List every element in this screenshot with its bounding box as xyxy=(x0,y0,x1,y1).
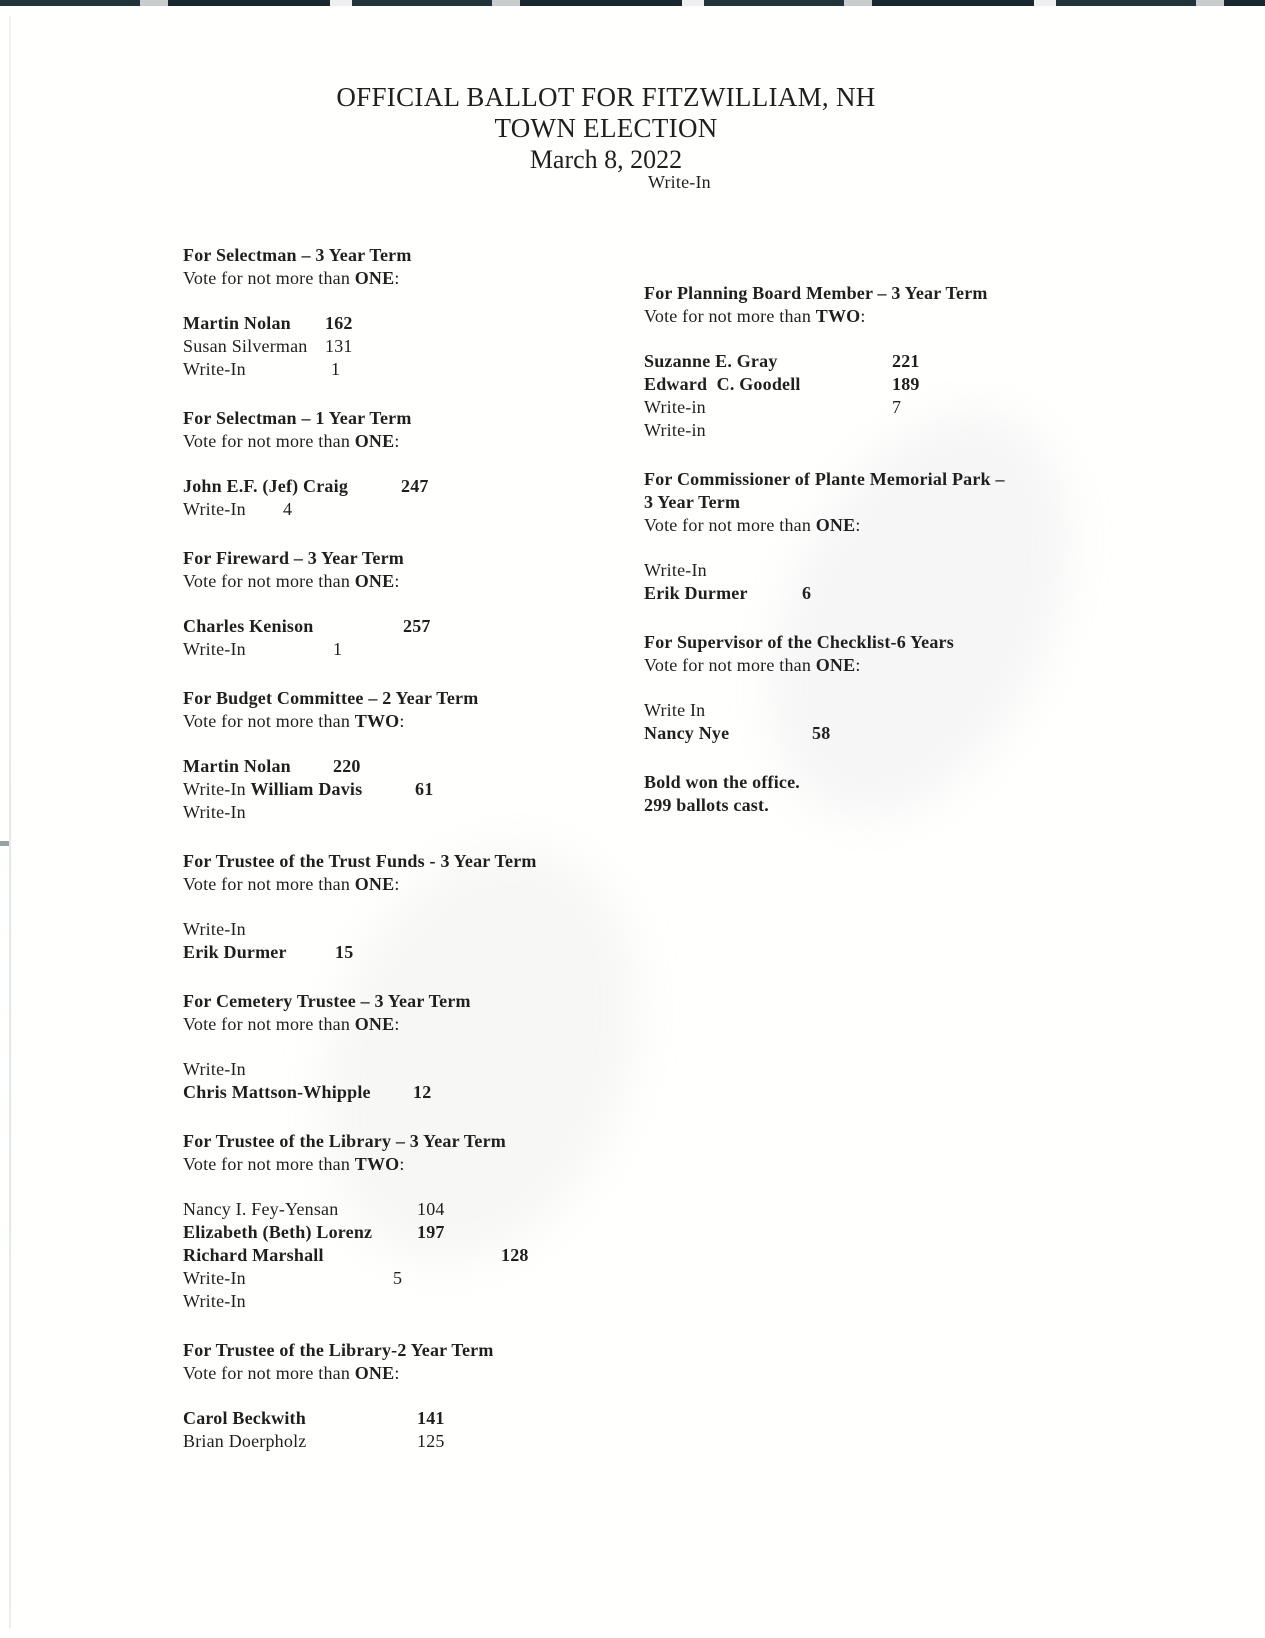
candidate-list xyxy=(183,1407,655,1453)
contest-library-trustee-3yr xyxy=(183,1130,655,1313)
candidate-name: Write-In xyxy=(183,919,246,939)
contest-library-trustee-2yr xyxy=(183,1339,655,1453)
vote-count: 7 xyxy=(892,397,902,417)
instruction-text: Vote for not more than xyxy=(183,431,355,451)
note-ballots-cast: 299 ballots cast. xyxy=(644,795,769,815)
vote-count: 15 xyxy=(335,942,354,962)
contest-checklist-supervisor-6yr xyxy=(644,631,1114,745)
vote-instruction xyxy=(183,1153,655,1176)
candidate-name-bold: William Davis xyxy=(250,779,363,799)
candidate-row xyxy=(183,1244,655,1267)
candidate-list xyxy=(183,312,655,381)
candidate-name: Nancy I. Fey-Yensan xyxy=(183,1199,339,1219)
vote-instruction xyxy=(183,570,655,593)
candidate-list xyxy=(183,918,655,964)
candidate-row xyxy=(183,1058,655,1081)
document-subtitle: TOWN ELECTION xyxy=(494,113,718,143)
instruction-text: Vote for not more than xyxy=(183,1014,355,1034)
right-column xyxy=(644,282,1114,817)
candidate-row xyxy=(183,1198,655,1221)
candidate-row xyxy=(183,778,655,801)
instruction-colon: : xyxy=(394,571,400,591)
vote-instruction xyxy=(183,1362,655,1385)
candidate-row xyxy=(183,475,655,498)
instruction-colon: : xyxy=(394,1363,400,1383)
instruction-limit: TWO xyxy=(815,306,861,326)
candidate-row xyxy=(183,358,655,381)
candidate-name: Erik Durmer xyxy=(183,942,287,962)
vote-instruction xyxy=(183,267,655,290)
vote-count: 1 xyxy=(333,639,343,659)
left-column xyxy=(183,244,655,1479)
note-bold-winner: Bold won the office. xyxy=(644,772,800,792)
document-header xyxy=(0,82,1212,175)
candidate-row xyxy=(183,1290,655,1313)
candidate-list xyxy=(644,350,1114,442)
instruction-text: Vote for not more than xyxy=(183,711,355,731)
write-in-column-label: Write-In xyxy=(648,172,711,192)
candidate-name: Brian Doerpholz xyxy=(183,1431,307,1451)
vote-count: 1 xyxy=(331,359,341,379)
instruction-limit: ONE xyxy=(354,874,395,894)
candidate-name: Martin Nolan xyxy=(183,756,291,776)
candidate-name: Elizabeth (Beth) Lorenz xyxy=(183,1222,373,1242)
vote-count: 221 xyxy=(892,351,920,371)
candidate-list xyxy=(183,1198,655,1313)
election-date: March 8, 2022 xyxy=(529,145,683,174)
candidate-row xyxy=(183,498,655,521)
candidate-name: Susan Silverman xyxy=(183,336,308,356)
instruction-text: Vote for not more than xyxy=(644,655,816,675)
instruction-limit: ONE xyxy=(815,655,856,675)
vote-count: 189 xyxy=(892,374,920,394)
instruction-text: Vote for not more than xyxy=(183,874,355,894)
contest-title: For Cemetery Trustee – 3 Year Term xyxy=(183,991,471,1011)
vote-instruction xyxy=(644,514,1114,537)
vote-count: 257 xyxy=(403,616,431,636)
instruction-text: Vote for not more than xyxy=(183,1154,355,1174)
candidate-name: Write-In xyxy=(183,639,246,659)
contest-budget-committee-2yr xyxy=(183,687,655,824)
candidate-name: John E.F. (Jef) Craig xyxy=(183,476,349,496)
candidate-name: Richard Marshall xyxy=(183,1245,324,1265)
candidate-name: Write-In xyxy=(183,1291,246,1311)
candidate-list xyxy=(183,755,655,824)
candidate-name: Erik Durmer xyxy=(644,583,748,603)
instruction-text: Vote for not more than xyxy=(644,306,816,326)
vote-instruction xyxy=(644,305,1114,328)
candidate-list xyxy=(644,559,1114,605)
candidate-list xyxy=(183,475,655,521)
candidate-list xyxy=(183,615,655,661)
instruction-limit: ONE xyxy=(354,571,395,591)
candidate-row xyxy=(644,722,1114,745)
instruction-colon: : xyxy=(855,655,861,675)
contest-planning-board-3yr xyxy=(644,282,1114,442)
instruction-colon: : xyxy=(394,1014,400,1034)
instruction-text: Vote for not more than xyxy=(183,571,355,591)
contest-title: For Fireward – 3 Year Term xyxy=(183,548,404,568)
write-in-prefix: Write-In xyxy=(183,779,251,799)
vote-count: 125 xyxy=(417,1431,445,1451)
contest-title: For Supervisor of the Checklist-6 Years xyxy=(644,632,954,652)
instruction-limit: ONE xyxy=(354,1014,395,1034)
document-title: OFFICIAL BALLOT FOR FITZWILLIAM, NH xyxy=(336,82,876,112)
candidate-name: Carol Beckwith xyxy=(183,1408,306,1428)
candidate-name xyxy=(183,778,415,801)
candidate-list xyxy=(183,1058,655,1104)
candidate-row xyxy=(183,638,655,661)
vote-count: 12 xyxy=(413,1082,432,1102)
candidate-row xyxy=(183,918,655,941)
vote-instruction xyxy=(183,430,655,453)
vote-count: 61 xyxy=(415,779,434,799)
instruction-limit: ONE xyxy=(354,431,395,451)
candidate-name: Charles Kenison xyxy=(183,616,314,636)
candidate-name: Write-In xyxy=(183,499,246,519)
candidate-name: Write-In xyxy=(183,359,246,379)
vote-count: 5 xyxy=(393,1268,403,1288)
vote-count: 104 xyxy=(417,1199,445,1219)
instruction-limit: TWO xyxy=(354,711,400,731)
instruction-colon: : xyxy=(394,431,400,451)
candidate-name: Nancy Nye xyxy=(644,723,730,743)
candidate-name: Write-in xyxy=(644,420,706,440)
contest-cemetery-trustee-3yr xyxy=(183,990,655,1104)
contest-fireward-3yr xyxy=(183,547,655,661)
candidate-row xyxy=(644,419,1114,442)
scan-artifact-left-edge xyxy=(9,16,11,1628)
instruction-colon: : xyxy=(399,1154,405,1174)
instruction-limit: ONE xyxy=(354,268,395,288)
contest-selectman-1yr xyxy=(183,407,655,521)
instruction-limit: ONE xyxy=(815,515,856,535)
scan-artifact-top-edge xyxy=(0,0,1265,6)
contest-title: For Budget Committee – 2 Year Term xyxy=(183,688,479,708)
candidate-name: Write-In xyxy=(183,1059,246,1079)
candidate-row xyxy=(183,1267,655,1290)
contest-title: For Trustee of the Library – 3 Year Term xyxy=(183,1131,506,1151)
vote-instruction xyxy=(644,654,1114,677)
instruction-colon: : xyxy=(860,306,866,326)
contest-title: For Trustee of the Library-2 Year Term xyxy=(183,1340,494,1360)
candidate-row xyxy=(183,755,655,778)
instruction-text: Vote for not more than xyxy=(183,268,355,288)
candidate-name: Suzanne E. Gray xyxy=(644,351,778,371)
candidate-name: Chris Mattson-Whipple xyxy=(183,1082,371,1102)
vote-instruction xyxy=(183,1013,655,1036)
contest-title-line2: 3 Year Term xyxy=(644,492,741,512)
candidate-row xyxy=(644,350,1114,373)
candidate-row xyxy=(183,1221,655,1244)
instruction-text: Vote for not more than xyxy=(644,515,816,535)
candidate-row xyxy=(183,312,655,335)
scan-artifact-mark xyxy=(0,841,9,846)
vote-instruction xyxy=(183,710,655,733)
candidate-row xyxy=(183,941,655,964)
contest-title: For Commissioner of Plante Memorial Park – xyxy=(644,469,1005,489)
contest-selectman-3yr xyxy=(183,244,655,381)
vote-count: 197 xyxy=(417,1222,445,1242)
instruction-limit: ONE xyxy=(354,1363,395,1383)
candidate-name: Write In xyxy=(644,700,706,720)
candidate-name: Martin Nolan xyxy=(183,313,291,333)
vote-instruction xyxy=(183,873,655,896)
candidate-row xyxy=(644,699,1114,722)
candidate-row xyxy=(644,396,1114,419)
candidate-name: Write-In xyxy=(644,560,707,580)
vote-count: 162 xyxy=(325,313,353,333)
vote-count: 220 xyxy=(333,756,361,776)
contest-title: For Trustee of the Trust Funds - 3 Year Term xyxy=(183,851,537,871)
instruction-limit: TWO xyxy=(354,1154,400,1174)
instruction-colon: : xyxy=(855,515,861,535)
candidate-row xyxy=(183,1430,655,1453)
contest-trust-funds-trustee-3yr xyxy=(183,850,655,964)
vote-count: 131 xyxy=(325,336,353,356)
candidate-name: Edward C. Goodell xyxy=(644,374,801,394)
candidate-name: Write-in xyxy=(644,397,706,417)
instruction-colon: : xyxy=(394,874,400,894)
contest-title: For Selectman – 1 Year Term xyxy=(183,408,412,428)
candidate-row xyxy=(644,582,1114,605)
candidate-name: Write-In xyxy=(183,802,246,822)
vote-count: 58 xyxy=(812,723,831,743)
instruction-text: Vote for not more than xyxy=(183,1363,355,1383)
vote-count: 247 xyxy=(401,476,429,496)
candidate-name: Write-In xyxy=(183,1268,246,1288)
candidate-list xyxy=(644,699,1114,745)
vote-count: 141 xyxy=(417,1408,445,1428)
vote-count: 128 xyxy=(501,1245,529,1265)
vote-count: 4 xyxy=(283,499,293,519)
candidate-row xyxy=(183,1081,655,1104)
candidate-row xyxy=(183,615,655,638)
candidate-row xyxy=(183,335,655,358)
contest-plante-park-commissioner-3yr xyxy=(644,468,1114,605)
result-notes xyxy=(644,771,1114,817)
vote-count: 6 xyxy=(802,583,812,603)
candidate-row xyxy=(644,373,1114,396)
instruction-colon: : xyxy=(394,268,400,288)
candidate-row xyxy=(183,801,655,824)
instruction-colon: : xyxy=(399,711,405,731)
candidate-row xyxy=(644,559,1114,582)
contest-title: For Selectman – 3 Year Term xyxy=(183,245,412,265)
candidate-row xyxy=(183,1407,655,1430)
contest-title: For Planning Board Member – 3 Year Term xyxy=(644,283,988,303)
